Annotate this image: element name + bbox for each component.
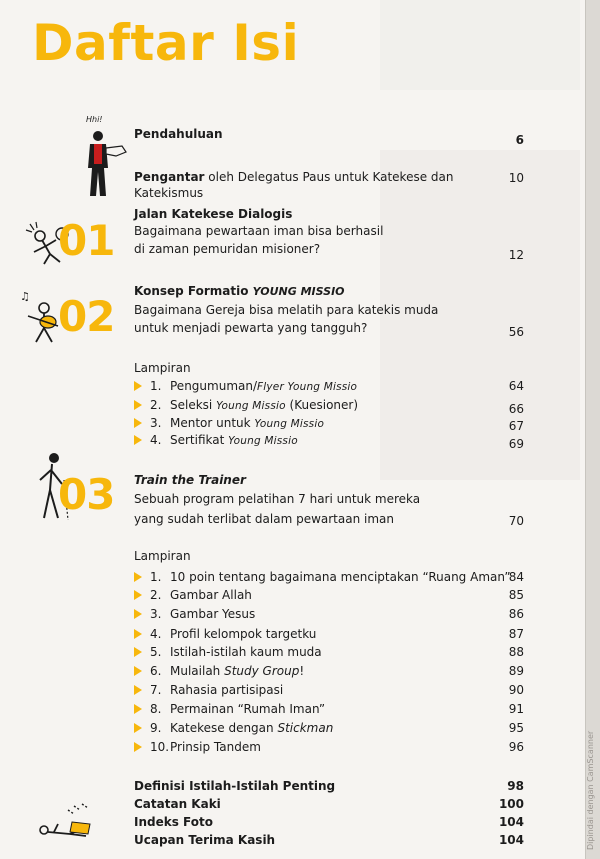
appendix-item-title [170, 397, 358, 415]
appendix-item-italic: Flyer Young Missio [257, 381, 358, 393]
chapter-page: 70 [508, 514, 524, 528]
background-bleed [380, 0, 580, 90]
bullet-arrow-icon [134, 647, 142, 657]
chapter-title-italic: YOUNG MISSIO [252, 285, 345, 298]
bullet-arrow-icon [134, 400, 142, 410]
chapter-description-line: di zaman pemuridan misioner? [134, 242, 321, 256]
appendix-item-number: 1. [150, 379, 162, 393]
bullet-arrow-icon [134, 572, 142, 582]
appendix-item-text: Mentor untuk [170, 416, 255, 430]
toc-entry-end[interactable] [134, 796, 524, 812]
appendix-item-page: 89 [508, 664, 524, 678]
appendix-item-title: Rahasia partisipasi [170, 683, 284, 697]
appendix-item-title: Profil kelompok targetku [170, 627, 317, 641]
toc-entry-page: 10 [508, 171, 524, 185]
chapter-page: 56 [508, 325, 524, 339]
chapter-title[interactable] [134, 283, 524, 300]
chapter-description [134, 320, 524, 339]
appendix-item-title: Gambar Allah [170, 588, 252, 602]
appendix-item-title [170, 720, 333, 737]
appendix-item-title [170, 432, 298, 450]
bullet-arrow-icon [134, 666, 142, 676]
appendix-item-page: 67 [508, 419, 524, 433]
appendix-item-page: 69 [508, 437, 524, 451]
appendix-item-page: 91 [508, 702, 524, 716]
appendix-item-number: 8. [150, 702, 162, 716]
toc-entry-title: Indeks Foto [134, 815, 213, 829]
chapter-description: Sebuah program pelatihan 7 hari untuk mereka [134, 492, 421, 506]
appendix-item-text: (Kuesioner) [285, 398, 359, 412]
bullet-arrow-icon [134, 609, 142, 619]
toc-entry-page: 104 [498, 815, 524, 829]
appendix-item-page: 90 [508, 683, 524, 697]
appendix-item-page: 66 [508, 402, 524, 416]
toc-entry-title: Ucapan Terima Kasih [134, 833, 276, 847]
chapter-title[interactable]: Train the Trainer [134, 473, 246, 487]
appendix-item-page: 85 [508, 588, 524, 602]
chapter-title[interactable]: Jalan Katekese Dialogis [134, 207, 293, 221]
appendix-item-text: Katekese dengan [170, 721, 278, 735]
appendix-item-text: ! [299, 664, 305, 678]
bullet-arrow-icon [134, 590, 142, 600]
chapter-number: 02 [58, 292, 115, 341]
appendix-item-number: 3. [150, 416, 162, 430]
stickman-speech: Hhi! [86, 115, 103, 124]
appendix-item-page: 95 [508, 721, 524, 735]
appendix-label: Lampiran [134, 549, 191, 563]
chapter-description: Bagaimana pewartaan iman bisa berhasil [134, 224, 384, 238]
appendix-item-title [170, 663, 304, 680]
appendix-item-number: 7. [150, 683, 162, 697]
scanner-watermark: Dipindai dengan CamScanner [586, 730, 595, 850]
appendix-item-number: 4. [150, 627, 162, 641]
appendix-item-title: Permainan “Rumah Iman” [170, 702, 326, 716]
chapter-description-line: untuk menjadi pewarta yang tangguh? [134, 321, 368, 335]
appendix-item-italic: Young Missio [254, 418, 325, 430]
bullet-arrow-icon [134, 723, 142, 733]
toc-entry-page: 6 [515, 133, 524, 147]
bullet-arrow-icon [134, 435, 142, 445]
appendix-item-number: 10. [150, 740, 170, 754]
chapter-page: 12 [508, 248, 524, 262]
svg-text:♫: ♫ [20, 290, 30, 303]
bullet-arrow-icon [134, 742, 142, 752]
appendix-item-text: Mulailah [170, 664, 225, 678]
appendix-item-number: 5. [150, 645, 162, 659]
toc-entry-title: Catatan Kaki [134, 797, 221, 811]
chapter-title-text: Konsep Formatio [134, 284, 253, 298]
chapter-description-line: yang sudah terlibat dalam pewartaan iman [134, 512, 394, 526]
appendix-item-number: 2. [150, 588, 162, 602]
appendix-item-italic: Young Missio [228, 435, 298, 447]
toc-entry-pendahuluan[interactable] [134, 126, 524, 147]
appendix-label: Lampiran [134, 361, 191, 375]
appendix-item-title [170, 415, 324, 433]
appendix-item-page: 87 [508, 627, 524, 641]
toc-entry-title: Definisi Istilah-Istilah Penting [134, 779, 336, 793]
appendix-item-text: Pengumuman/ [170, 379, 258, 393]
toc-entry-title: Pendahuluan [134, 127, 223, 141]
stickman-greeting-illustration [82, 112, 134, 200]
bullet-arrow-icon [134, 629, 142, 639]
appendix-item-page: 88 [508, 645, 524, 659]
toc-entry-end[interactable] [134, 814, 524, 830]
appendix-item-page: 86 [508, 607, 524, 621]
appendix-item-title: 10 poin tentang bagaimana menciptakan “Ruang Aman” [170, 570, 511, 584]
bullet-arrow-icon [134, 704, 142, 714]
appendix-item-number: 6. [150, 664, 162, 678]
appendix-item-italic: Study Group [224, 664, 300, 678]
appendix-item-title [170, 378, 357, 396]
page-title: Daftar Isi [32, 14, 300, 72]
chapter-description [134, 511, 524, 527]
appendix-item-italic: Young Missio [216, 400, 286, 412]
appendix-item-number: 4. [150, 433, 162, 447]
appendix-item-number: 2. [150, 398, 162, 412]
appendix-item-title: Gambar Yesus [170, 607, 256, 621]
appendix-item-text: Seleksi [170, 398, 217, 412]
appendix-item-page: 96 [508, 740, 524, 754]
chapter-description [134, 241, 524, 262]
chapter-number: 01 [58, 216, 115, 265]
appendix-item-number: 3. [150, 607, 162, 621]
toc-entry-page: 98 [507, 779, 524, 793]
appendix-item-number: 9. [150, 721, 162, 735]
toc-entry-title-rest: oleh Delegatus Paus untuk Katekese dan Katekismus [134, 170, 454, 200]
chapter-number: 03 [58, 470, 115, 519]
bullet-arrow-icon [134, 381, 142, 391]
toc-entry-end[interactable] [134, 778, 524, 794]
toc-entry-page: 100 [498, 797, 524, 811]
appendix-item-number: 1. [150, 570, 162, 584]
toc-entry-end[interactable] [134, 832, 524, 848]
stickman-reading-illustration [34, 802, 98, 842]
appendix-item-page: 84 [508, 570, 524, 584]
toc-entry-pengantar[interactable] [134, 169, 524, 201]
appendix-item-title: Prinsip Tandem [170, 740, 261, 754]
appendix-item-italic: Stickman [277, 721, 334, 735]
appendix-item-title: Istilah-istilah kaum muda [170, 645, 322, 659]
chapter-description: Bagaimana Gereja bisa melatih para katekis muda [134, 303, 439, 317]
bullet-arrow-icon [134, 685, 142, 695]
toc-entry-page: 104 [498, 833, 524, 847]
appendix-item-page: 64 [508, 379, 524, 393]
bullet-arrow-icon [134, 418, 142, 428]
toc-entry-title-bold: Pengantar [134, 170, 205, 184]
appendix-item-text: Sertifikat [170, 433, 229, 447]
